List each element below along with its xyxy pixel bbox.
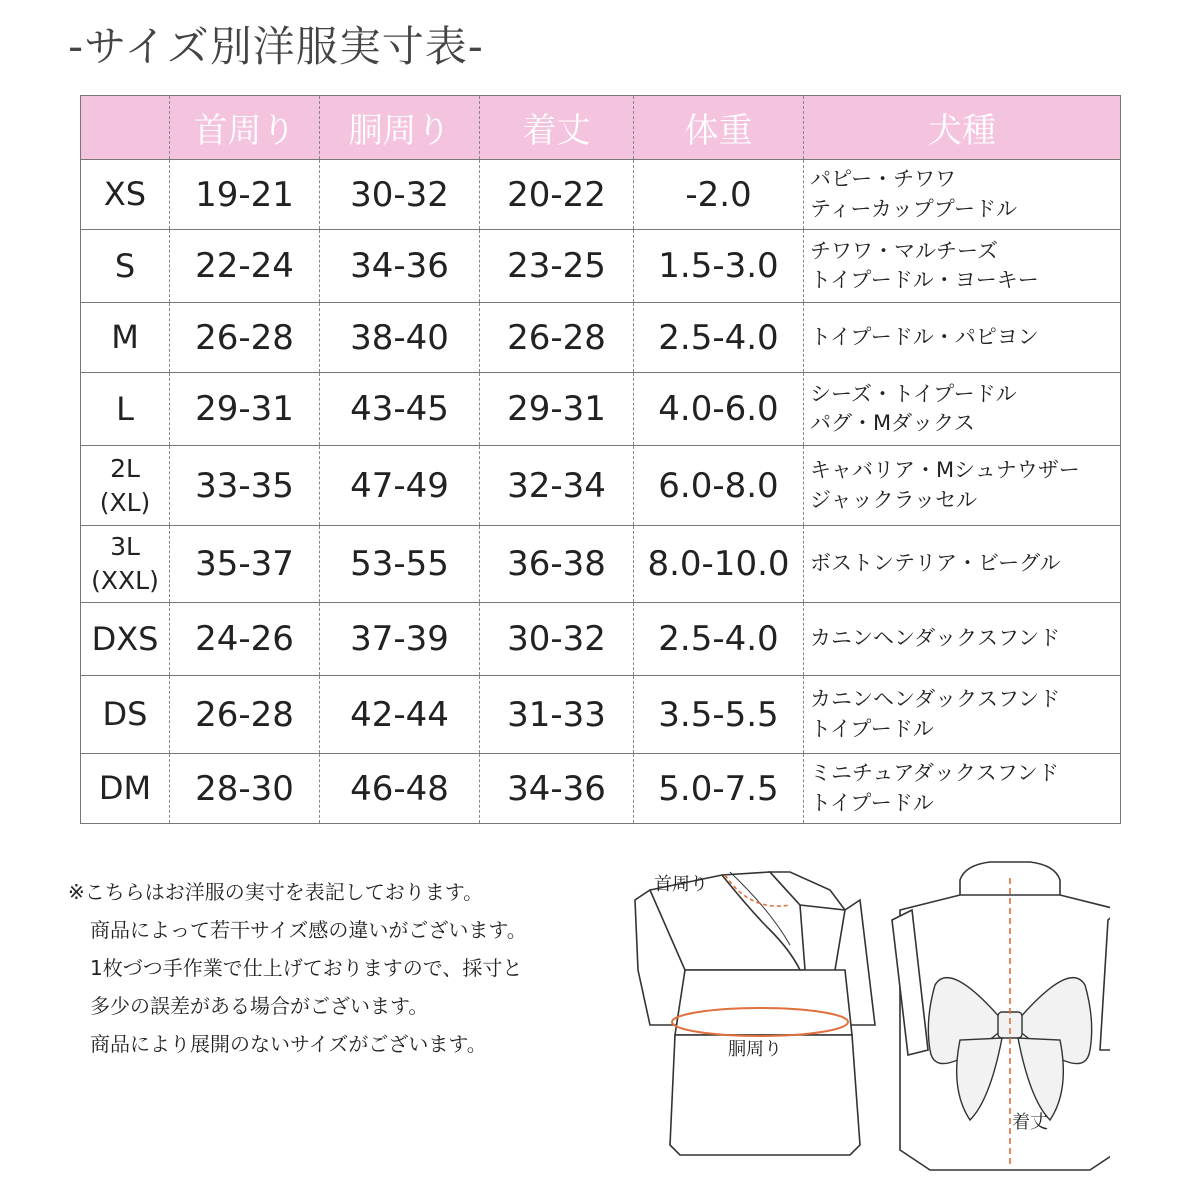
length-cell: 32-34 xyxy=(480,446,634,526)
size-label: L xyxy=(116,389,134,428)
size-label: XS xyxy=(103,175,147,214)
breed-line: ボストンテリア・ビーグル xyxy=(810,551,1061,576)
note-line: ※こちらはお洋服の実寸を表記しております。 xyxy=(68,880,484,904)
breed-cell xyxy=(804,446,1121,526)
size-label: (XL) xyxy=(99,487,151,517)
breed-cell xyxy=(804,160,1121,230)
length-cell: 26-28 xyxy=(480,303,634,373)
garment-diagram xyxy=(630,850,1110,1180)
size-cell xyxy=(81,526,170,603)
length-cell: 29-31 xyxy=(480,373,634,446)
breed-line: トイプードル・パピヨン xyxy=(810,324,1039,349)
breed-line: チワワ・マルチーズ xyxy=(810,238,998,263)
breed-line: トイプードル xyxy=(810,790,934,815)
table-row xyxy=(81,446,1121,526)
waist-label: 胴周り xyxy=(728,1039,782,1060)
weight-cell: -2.0 xyxy=(634,160,804,230)
table-row xyxy=(81,676,1121,754)
breed-cell xyxy=(804,676,1121,754)
front-obi xyxy=(675,970,852,1035)
weight-cell: 2.5-4.0 xyxy=(634,603,804,676)
chest-cell: 42-44 xyxy=(320,676,480,754)
size-label: DM xyxy=(98,769,152,808)
size-label: (XXL) xyxy=(91,566,159,595)
length-label: 着丈 xyxy=(1012,1112,1048,1133)
table-row xyxy=(81,160,1121,230)
table-row xyxy=(81,230,1121,303)
size-label: DXS xyxy=(91,619,159,658)
notes xyxy=(68,873,527,1063)
size-cell xyxy=(81,676,170,754)
size-cell xyxy=(81,230,170,303)
chest-cell: 46-48 xyxy=(320,754,480,824)
breed-cell xyxy=(804,373,1121,446)
weight-cell: 8.0-10.0 xyxy=(634,526,804,603)
weight-cell: 4.0-6.0 xyxy=(634,373,804,446)
neck-label: 首周り xyxy=(654,874,708,895)
table-row xyxy=(81,373,1121,446)
size-cell xyxy=(81,446,170,526)
size-cell xyxy=(81,754,170,824)
length-cell: 23-25 xyxy=(480,230,634,303)
neck-cell: 24-26 xyxy=(170,603,320,676)
size-table xyxy=(80,95,1121,824)
breed-line: トイプードル・ヨーキー xyxy=(810,268,1039,292)
table-row xyxy=(81,754,1121,824)
length-cell: 36-38 xyxy=(480,526,634,603)
table-row xyxy=(81,603,1121,676)
neck-cell: 26-28 xyxy=(170,676,320,754)
breed-cell xyxy=(804,526,1121,603)
length-cell: 31-33 xyxy=(480,676,634,754)
size-label: M xyxy=(111,318,139,357)
breed-line: キャバリア・Mシュナウザー xyxy=(810,458,1080,483)
note-line: 商品によって若干サイズ感の違いがございます。 xyxy=(90,918,527,942)
bow-knot xyxy=(998,1012,1022,1038)
header-length: 着丈 xyxy=(480,96,634,160)
chest-cell: 43-45 xyxy=(320,373,480,446)
weight-cell: 3.5-5.5 xyxy=(634,676,804,754)
chest-cell: 53-55 xyxy=(320,526,480,603)
size-cell xyxy=(81,160,170,230)
breed-line: カニンヘンダックスフンド xyxy=(810,626,1061,651)
page-title: -サイズ別洋服実寸表- xyxy=(68,22,484,71)
neck-cell: 19-21 xyxy=(170,160,320,230)
size-cell xyxy=(81,373,170,446)
breed-line: トイプードル xyxy=(810,716,934,741)
breed-line: ミニチュアダックスフンド xyxy=(810,761,1059,786)
length-cell: 20-22 xyxy=(480,160,634,230)
neck-cell: 28-30 xyxy=(170,754,320,824)
length-cell: 34-36 xyxy=(480,754,634,824)
header-neck: 首周り xyxy=(170,96,320,160)
breed-cell xyxy=(804,230,1121,303)
breed-cell xyxy=(804,754,1121,824)
table-row xyxy=(81,526,1121,603)
weight-cell: 2.5-4.0 xyxy=(634,303,804,373)
size-label: 2L xyxy=(110,453,140,483)
neck-cell: 22-24 xyxy=(170,230,320,303)
chest-cell: 37-39 xyxy=(320,603,480,676)
breed-line: シーズ・トイプードル xyxy=(810,381,1017,406)
size-label: 3L xyxy=(110,532,140,562)
table-body xyxy=(81,160,1121,824)
breed-line: パピー・チワワ xyxy=(810,167,957,192)
neck-cell: 35-37 xyxy=(170,526,320,603)
neck-cell: 33-35 xyxy=(170,446,320,526)
header-size xyxy=(81,96,170,160)
note-line: 1枚づつ手作業で仕上げておりますので、採寸と xyxy=(90,956,523,980)
table-header-row xyxy=(81,96,1121,160)
weight-cell: 5.0-7.5 xyxy=(634,754,804,824)
breed-cell xyxy=(804,303,1121,373)
breed-line: ジャックラッセル xyxy=(810,487,978,512)
header-breed: 犬種 xyxy=(804,96,1121,160)
breed-cell xyxy=(804,603,1121,676)
header-chest: 胴周り xyxy=(320,96,480,160)
chest-cell: 30-32 xyxy=(320,160,480,230)
neck-cell: 26-28 xyxy=(170,303,320,373)
size-label: S xyxy=(114,246,136,285)
weight-cell: 6.0-8.0 xyxy=(634,446,804,526)
chest-cell: 38-40 xyxy=(320,303,480,373)
breed-line: ティーカッププードル xyxy=(810,196,1018,221)
size-cell xyxy=(81,303,170,373)
weight-cell: 1.5-3.0 xyxy=(634,230,804,303)
breed-line: カニンヘンダックスフンド xyxy=(810,687,1061,712)
size-cell xyxy=(81,603,170,676)
size-label: DS xyxy=(102,695,148,734)
table-row xyxy=(81,303,1121,373)
neck-cell: 29-31 xyxy=(170,373,320,446)
note-line: 商品により展開のないサイズがございます。 xyxy=(90,1032,487,1056)
length-cell: 30-32 xyxy=(480,603,634,676)
chest-cell: 47-49 xyxy=(320,446,480,526)
chest-cell: 34-36 xyxy=(320,230,480,303)
note-line: 多少の誤差がある場合がございます。 xyxy=(90,994,429,1018)
front-garment xyxy=(635,872,875,1155)
header-weight: 体重 xyxy=(634,96,804,160)
breed-line: パグ・Mダックス xyxy=(810,411,975,435)
